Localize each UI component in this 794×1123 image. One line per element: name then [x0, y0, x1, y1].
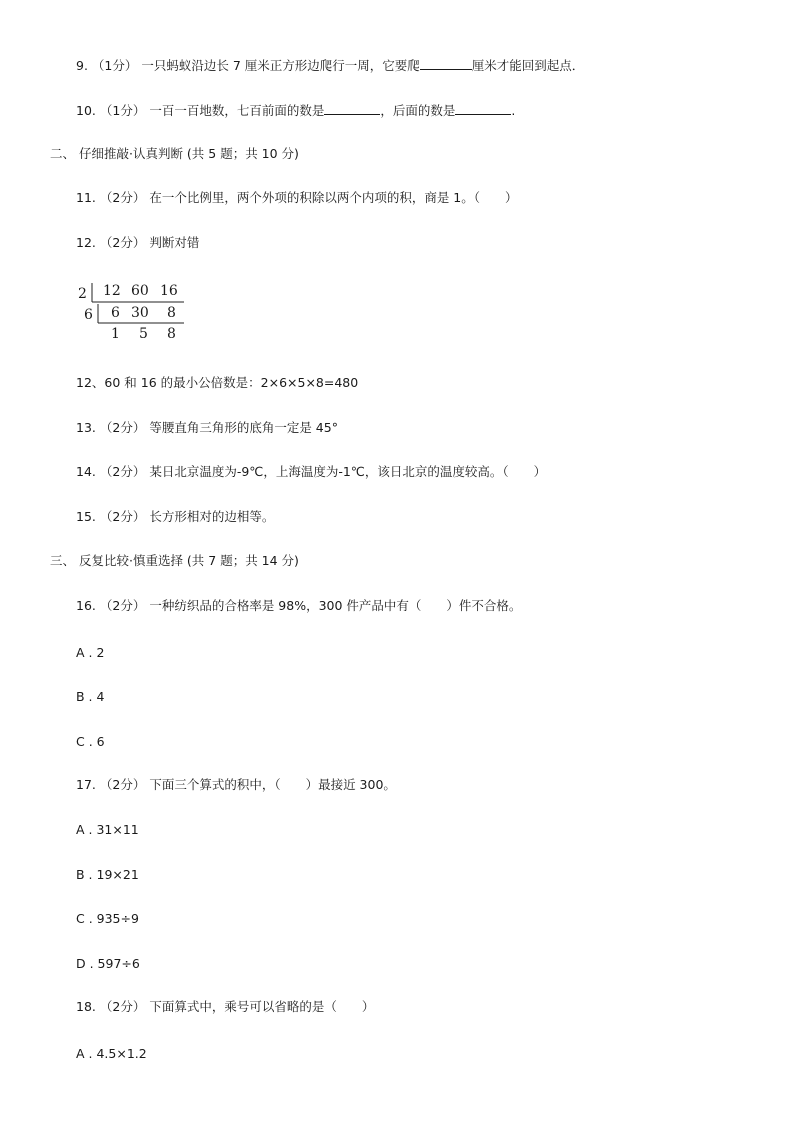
question-9 [76, 57, 584, 74]
question-text: 判断对错 [149, 235, 200, 250]
ladder-cell: 5 [139, 326, 148, 342]
ladder-cell: 16 [160, 283, 178, 299]
question-score: （2分） [99, 999, 146, 1014]
question-text: 下面三个算式的积中，（ ）最接近 300。 [149, 777, 396, 792]
question-score: （2分） [99, 190, 146, 205]
question-score: （2分） [99, 598, 146, 613]
answer-blank[interactable] [420, 57, 472, 70]
ladder-cell: 60 [131, 283, 149, 299]
question-text: 长方形相对的边相等。 [149, 509, 275, 524]
section-heading-3: 三、 反复比较·慎重选择 (共 7 题；共 14 分) [50, 553, 299, 568]
option-b[interactable]: B . 4 [76, 689, 105, 704]
ladder-divisor-1: 2 [78, 286, 87, 302]
question-text: 一百一百地数，七百前面的数是 [149, 103, 325, 118]
question-10 [76, 102, 515, 119]
ladder-divisor-2: 6 [84, 307, 93, 323]
question-12 [76, 235, 199, 251]
question-score: （2分） [99, 420, 146, 435]
question-text: . [511, 103, 516, 118]
question-11 [76, 190, 518, 206]
question-13 [76, 420, 338, 436]
option-a[interactable]: A . 4.5×1.2 [76, 1046, 147, 1061]
question-number: 10. [76, 103, 96, 118]
option-c[interactable]: C . 935÷9 [76, 911, 139, 926]
question-number: 12. [76, 235, 96, 250]
question-12-statement: 12、60 和 16 的最小公倍数是：2×6×5×8=480 [76, 375, 359, 390]
question-16 [76, 598, 521, 614]
question-number: 15. [76, 509, 96, 524]
question-14 [76, 464, 546, 480]
ladder-cell: 30 [131, 305, 149, 321]
question-number: 11. [76, 190, 96, 205]
question-15 [76, 509, 274, 525]
ladder-cell: 8 [167, 326, 176, 342]
section-heading-2: 二、 仔细推敲·认真判断 (共 5 题；共 10 分) [50, 146, 299, 161]
question-text: ，后面的数是 [380, 103, 456, 118]
question-text: 一只蚂蚁沿边长 7 厘米正方形边爬行一周，它要爬 [141, 58, 420, 73]
question-text: 厘米才能回到起点． [471, 58, 585, 73]
question-text: 下面算式中，乘号可以省略的是（ ） [149, 999, 375, 1014]
question-17 [76, 777, 396, 793]
option-a[interactable]: A . 31×11 [76, 822, 139, 837]
ladder-cell: 12 [103, 283, 121, 299]
question-number: 17. [76, 777, 96, 792]
question-score: （2分） [99, 777, 146, 792]
question-number: 18. [76, 999, 96, 1014]
question-score: （2分） [99, 464, 146, 479]
option-a[interactable]: A . 2 [76, 645, 105, 660]
question-text: 某日北京温度为-9℃，上海温度为-1℃，该日北京的温度较高。（ ） [149, 464, 547, 479]
option-d[interactable]: D . 597÷6 [76, 956, 140, 971]
ladder-cell: 8 [167, 305, 176, 321]
option-b[interactable]: B . 19×21 [76, 867, 139, 882]
question-number: 9. [76, 58, 88, 73]
question-text: 一种纺织品的合格率是 98%，300 件产品中有（ ）件不合格。 [149, 598, 522, 613]
question-score: （2分） [99, 235, 146, 250]
answer-blank[interactable] [324, 102, 380, 115]
ladder-cell: 1 [111, 326, 120, 342]
question-text: 在一个比例里，两个外项的积除以两个内项的积，商是 1。（ ） [149, 190, 518, 205]
question-18 [76, 999, 374, 1015]
question-score: （1分） [99, 103, 146, 118]
question-score: （1分） [91, 58, 138, 73]
ladder-cell: 6 [111, 305, 120, 321]
division-ladder-figure [76, 280, 196, 344]
question-text: 等腰直角三角形的底角一定是 45° [149, 420, 338, 435]
question-number: 16. [76, 598, 96, 613]
question-number: 13. [76, 420, 96, 435]
question-score: （2分） [99, 509, 146, 524]
question-number: 14. [76, 464, 96, 479]
answer-blank[interactable] [455, 102, 511, 115]
option-c[interactable]: C . 6 [76, 734, 105, 749]
